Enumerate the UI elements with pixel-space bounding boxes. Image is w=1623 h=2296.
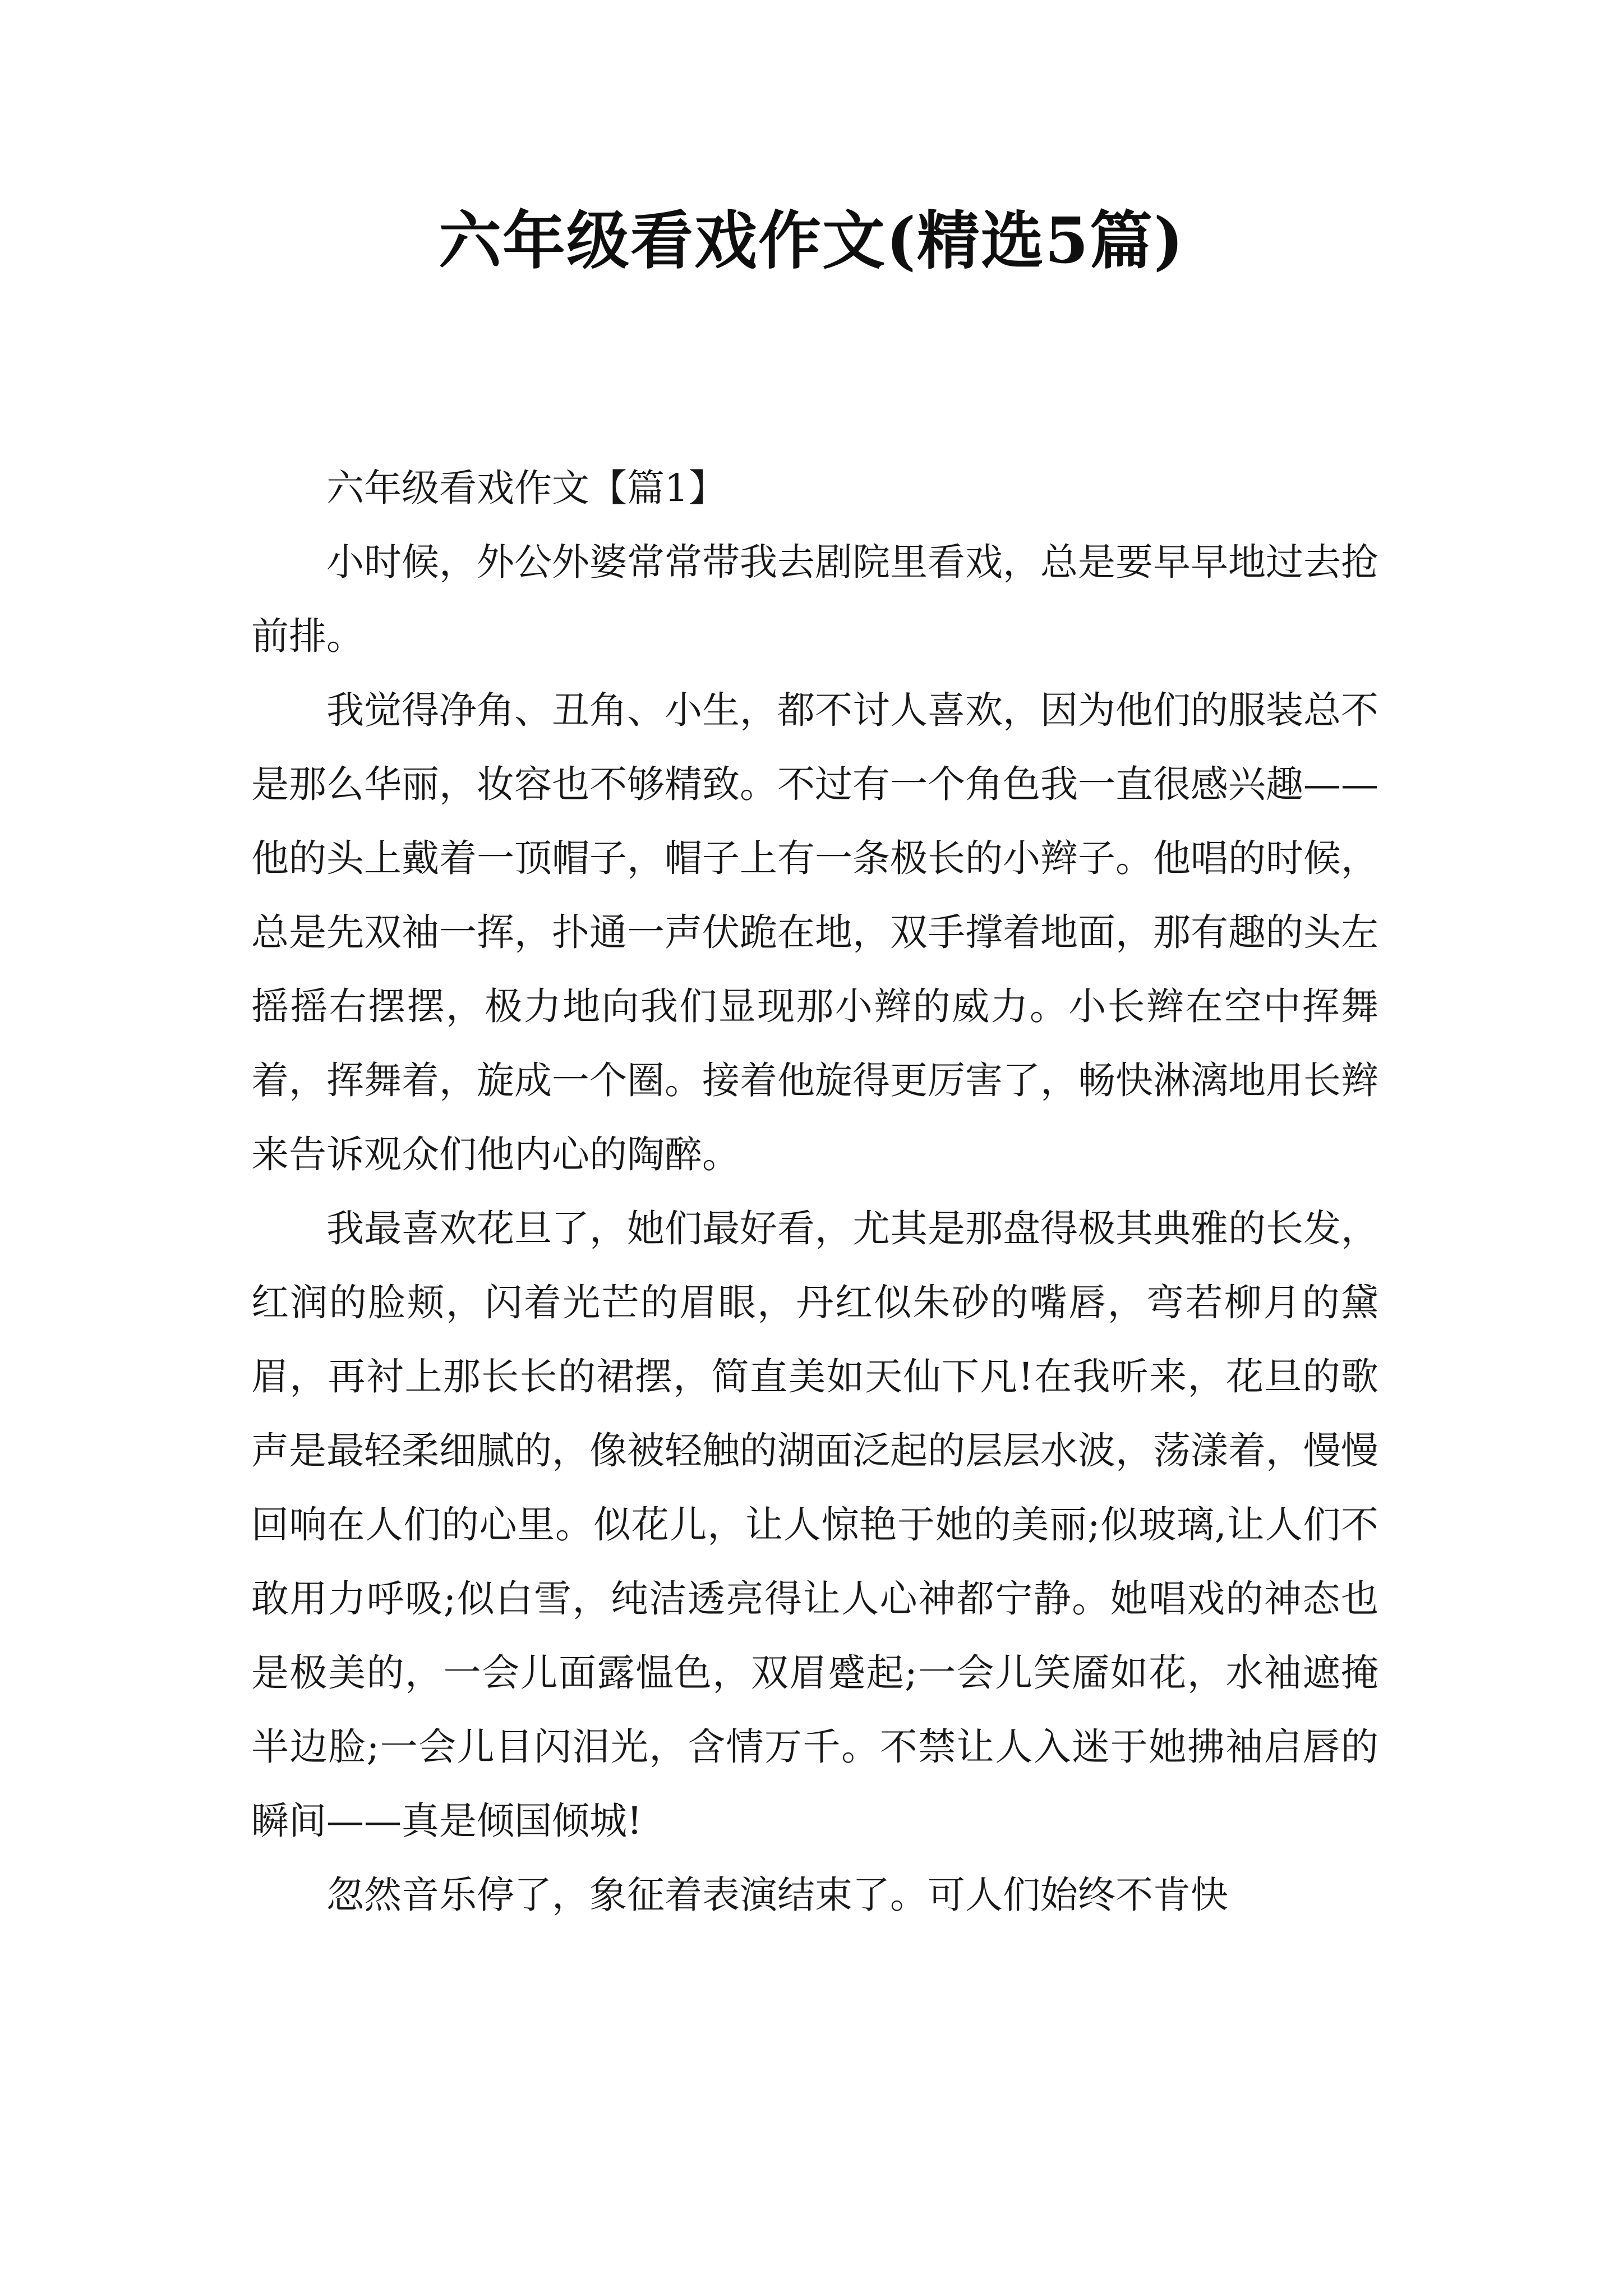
paragraph-4: 忽然音乐停了，象征着表演结束了。可人们始终不肯快 <box>326 1873 1228 1917</box>
paragraph-2: 我觉得净角、丑角、小生，都不讨人喜欢，因为他们的服装总不是那么华丽，妆容也不够精致。不过有一个角色我一直很感兴趣——他的头上戴着一顶帽子，帽子上有一条极长的小辫子。他唱的时候，总是先双袖一挥，扑通一声伏跪在地，双手撑着地面，那有趣的头左摇摇右摆摆，极力地向我们显现那小辫的威力。小长辫在空中挥舞着，挥舞着，旋成一个圈。接着他旋得更厉害了，畅快淋漓地用长辫来告诉观众们他内心的陶醉。 <box>251 688 1378 1176</box>
document-body <box>251 451 1378 1932</box>
paragraph-3: 我最喜欢花旦了，她们最好看，尤其是那盘得极其典雅的长发，红润的脸颊，闪着光芒的眉眼，丹红似朱砂的嘴唇，弯若柳月的黛眉，再衬上那长长的裙摆，简直美如天仙下凡!在我听来，花旦的歌声是最轻柔细腻的，像被轻触的湖面泛起的层层水波，荡漾着，慢慢回响在人们的心里。似花儿，让人惊艳于她的美丽;似玻璃,让人们不敢用力呼吸;似白雪，纯洁透亮得让人心神都宁静。她唱戏的神态也是极美的，一会儿面露愠色，双眉蹙起;一会儿笑靥如花，水袖遮掩半边脸;一会儿目闪泪光，含情万千。不禁让人入迷于她拂袖启唇的瞬间——真是倾国倾城! <box>251 1207 1378 1843</box>
document-title: 六年级看戏作文(精选5篇) <box>439 204 1184 278</box>
paragraph-1: 小时候，外公外婆常常带我去剧院里看戏，总是要早早地过去抢前排。 <box>251 540 1378 658</box>
section-heading: 六年级看戏作文【篇1】 <box>326 466 726 510</box>
